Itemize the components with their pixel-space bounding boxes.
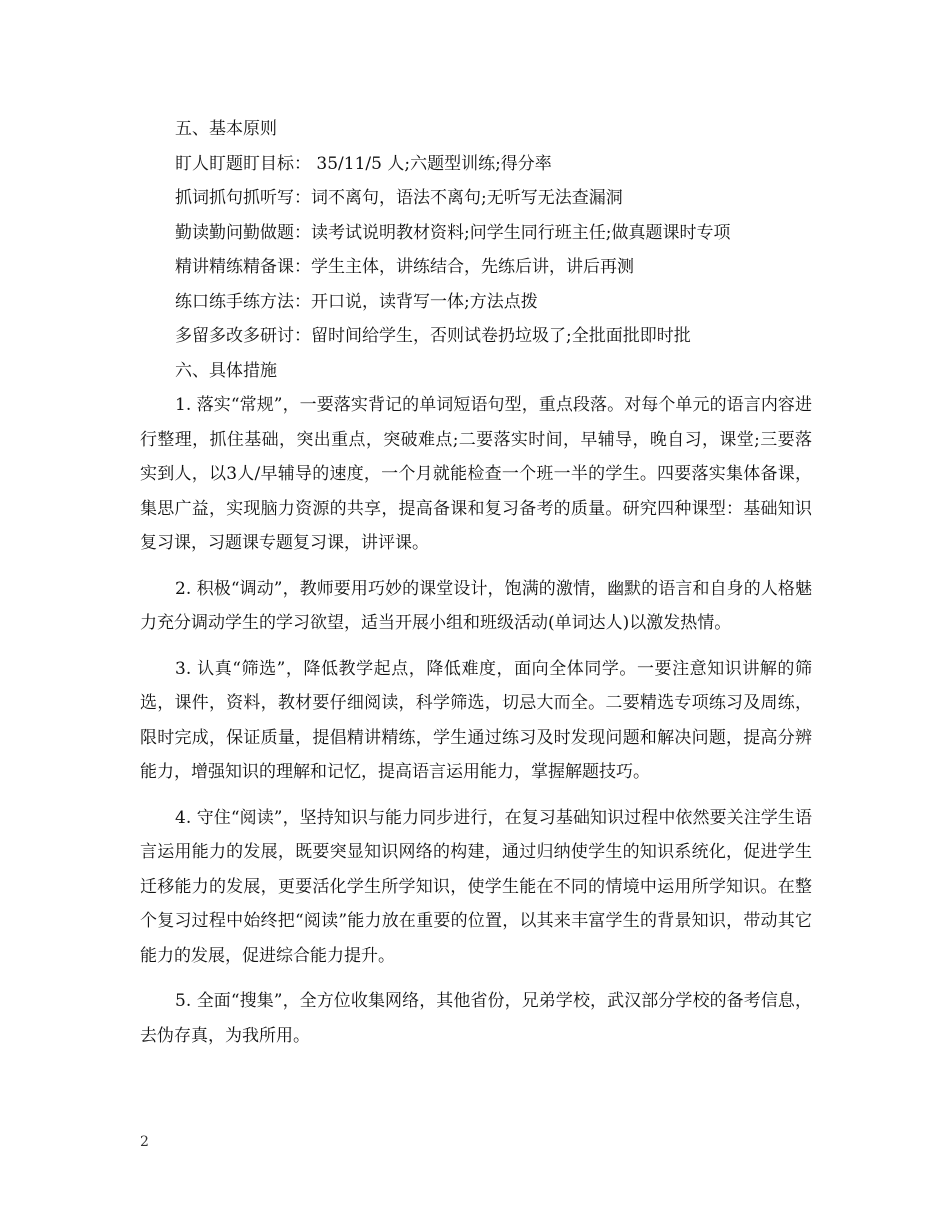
measure-paragraph-1: 1. 落实“常规”，一要落实背记的单词短语句型，重点段落。对每个单元的语言内容进行整理，抓住基础，突出重点，突破难点;二要落实时间，早辅导，晚自习，课堂;三要落实到人，以3人/早辅导的速度，一个月就能检查一个班一半的学生。四要落实集体备课，集思广益，实现脑力资源的共享，提高备课和复习备考的质量。研究四种课型：基础知识复习课，习题课专题复习课，讲评课。 <box>140 395 812 553</box>
principle-line-2: 抓词抓句抓听写：词不离句，语法不离句;无听写无法查漏洞 <box>175 188 623 208</box>
principle-line-3: 勤读勤问勤做题：读考试说明教材资料;问学生同行班主任;做真题课时专项 <box>175 222 731 243</box>
page-content <box>140 112 812 1053</box>
principle-line-6: 多留多改多研讨：留时间给学生，否则试卷扔垃圾了;全批面批即时批 <box>175 326 691 346</box>
principle-line-4: 精讲精练精备课：学生主体，讲练结合，先练后讲，讲后再测 <box>175 257 634 277</box>
measure-paragraph-2: 2. 积极“调动”，教师要用巧妙的课堂设计，饱满的激情，幽默的语言和自身的人格魅力充分调动学生的学习欲望，适当开展小组和班级活动(单词达人)以激发热情。 <box>140 578 812 633</box>
section-heading-basic-principles: 五、基本原则 <box>175 119 277 139</box>
measure-paragraph-5: 5. 全面“搜集”，全方位收集网络，其他省份，兄弟学校，武汉部分学校的备考信息，去伪存真，为我所用。 <box>140 991 812 1046</box>
page-number: 2 <box>140 1134 149 1150</box>
measure-paragraph-4: 4. 守住“阅读”，坚持知识与能力同步进行，在复习基础知识过程中依然要关注学生语言运用能力的发展，既要突显知识网络的构建，通过归纳使学生的知识系统化，促进学生迁移能力的发展，更要活化学生所学知识，使学生能在不同的情境中运用所学知识。在整个复习过程中始终把“阅读”能力放在重要的位置，以其来丰富学生的背景知识，带动其它能力的发展，促进综合能力提升。 <box>140 807 812 966</box>
principle-line-5: 练口练手练方法：开口说，读背写一体;方法点拨 <box>175 291 538 312</box>
measure-paragraph-3: 3. 认真“筛选”，降低教学起点，降低难度，面向全体同学。一要注意知识讲解的筛选，课件，资料，教材要仔细阅读，科学筛选，切忌大而全。二要精选专项练习及周练，限时完成，保证质量，提倡精讲精练，学生通过练习及时发现问题和解决问题，提高分辨能力，增强知识的理解和记忆，提高语言运用能力，掌握解题技巧。 <box>140 658 812 782</box>
section-heading-specific-measures: 六、具体措施 <box>175 360 277 381</box>
principle-line-1: 盯人盯题盯目标： 35/11/5 人;六题型训练;得分率 <box>175 153 552 174</box>
